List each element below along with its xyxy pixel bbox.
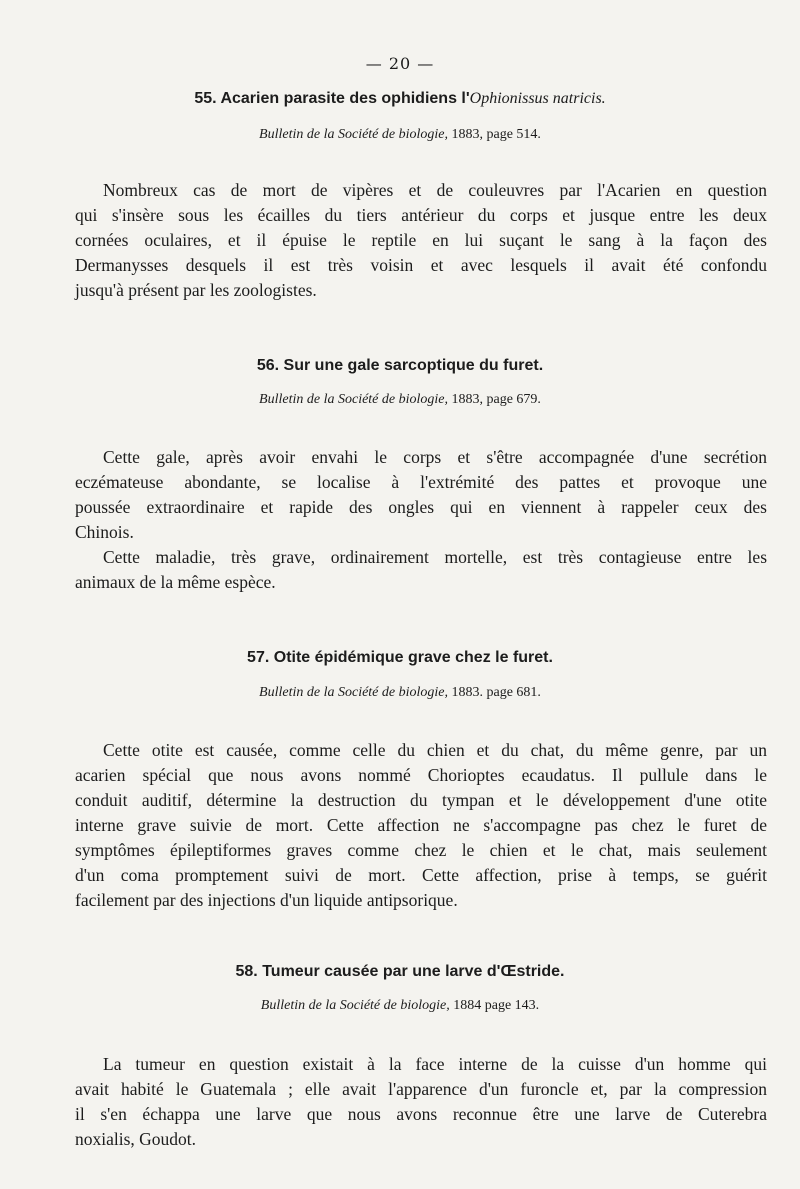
paragraph-line: jusqu'à présent par les zoologistes. bbox=[75, 280, 317, 300]
section-title-italic: Ophionissus natricis. bbox=[469, 90, 606, 107]
section-number: 57. bbox=[247, 649, 270, 666]
section-title: Otite épidémique grave chez le furet. bbox=[273, 649, 553, 666]
paragraph-line: cornées oculaires, et il épuise le reptile en lui suçant le sang à la façon des bbox=[75, 230, 767, 250]
section-55-citation bbox=[0, 127, 800, 143]
section-57-heading bbox=[0, 649, 800, 667]
section-56-citation bbox=[0, 392, 800, 408]
paragraph-line: La tumeur en question existait à la face interne de la cuisse d'un homme qui bbox=[103, 1054, 767, 1074]
citation-rest: 1884 page 143. bbox=[449, 998, 540, 1013]
section-56-paragraph-2 bbox=[75, 545, 767, 595]
section-55-heading bbox=[0, 90, 800, 108]
paragraph-line: Nombreux cas de mort de vipères et de couleuvres par l'Acarien en question bbox=[103, 180, 767, 200]
paragraph-line: il s'en échappa une larve que nous avons reconnue être une larve de Cuterebra bbox=[75, 1104, 767, 1124]
section-58-paragraph bbox=[75, 1052, 767, 1152]
citation-rest: 1883, page 514. bbox=[448, 127, 541, 142]
section-58-citation bbox=[0, 998, 800, 1014]
paragraph-line: Dermanysses desquels il est très voisin et avec lesquels il avait été confondu bbox=[75, 255, 767, 275]
section-title: Acarien parasite des ophidiens l' bbox=[220, 90, 470, 107]
section-56-heading bbox=[0, 357, 800, 375]
paragraph-line: avait habité le Guatemala ; elle avait l'apparence d'un furoncle et, par la compression bbox=[75, 1079, 767, 1099]
citation-journal: Bulletin de la Société de biologie, bbox=[259, 392, 448, 407]
paragraph-line: facilement par des injections d'un liquide antipsorique. bbox=[75, 890, 458, 910]
section-number: 56. bbox=[256, 357, 280, 374]
citation-journal: Bulletin de la Société de biologie, bbox=[259, 127, 448, 142]
paragraph-line: Chinois. bbox=[75, 522, 134, 542]
paragraph-line: d'un coma promptement suivi de mort. Cette affection, prise à temps, se guérit bbox=[75, 865, 767, 885]
section-56-paragraph-1 bbox=[75, 445, 767, 545]
paragraph-line: animaux de la même espèce. bbox=[75, 572, 276, 592]
citation-rest: 1883, page 679. bbox=[448, 392, 541, 407]
paragraph-line: Cette otite est causée, comme celle du chien et du chat, du même genre, par un bbox=[103, 740, 767, 760]
paragraph-line: acarien spécial que nous avons nommé Chorioptes ecaudatus. Il pullule dans le bbox=[75, 765, 767, 785]
paragraph-line: poussée extraordinaire et rapide des ongles qui en viennent à rappeler ceux des bbox=[75, 497, 767, 517]
paragraph-line: eczémateuse abondante, se localise à l'extrémité des pattes et provoque une bbox=[75, 472, 767, 492]
paragraph-line: interne grave suivie de mort. Cette affection ne s'accompagne pas chez le furet de bbox=[75, 815, 767, 835]
section-57-paragraph bbox=[75, 738, 767, 913]
paragraph-line: Cette maladie, très grave, ordinairement mortelle, est très contagieuse entre les bbox=[103, 547, 767, 567]
paragraph-line: Cette gale, après avoir envahi le corps et s'être accompagnée d'une secrétion bbox=[103, 447, 767, 467]
section-58-heading bbox=[0, 963, 800, 981]
paragraph-line: qui s'insère sous les écailles du tiers antérieur du corps et jusque entre les deux bbox=[75, 205, 767, 225]
section-title: Sur une gale sarcoptique du furet. bbox=[283, 357, 544, 374]
paragraph-line: symptômes épileptiformes graves comme chez le chien et le chat, mais seulement bbox=[75, 840, 767, 860]
citation-journal: Bulletin de la Société de biologie, bbox=[259, 685, 448, 700]
section-number: 55. bbox=[194, 90, 217, 107]
section-55-paragraph bbox=[75, 178, 767, 303]
citation-rest: 1883. page 681. bbox=[448, 685, 541, 700]
citation-journal: Bulletin de la Société de biologie, bbox=[260, 998, 450, 1013]
section-number: 58. bbox=[235, 963, 258, 980]
paragraph-line: conduit auditif, détermine la destruction du tympan et le développement d'une otite bbox=[75, 790, 767, 810]
page-number: — 20 — bbox=[365, 54, 435, 73]
section-title: Tumeur causée par une larve d'Œstride. bbox=[262, 963, 565, 980]
paragraph-line: noxialis, Goudot. bbox=[75, 1129, 197, 1149]
section-57-citation bbox=[0, 685, 800, 701]
